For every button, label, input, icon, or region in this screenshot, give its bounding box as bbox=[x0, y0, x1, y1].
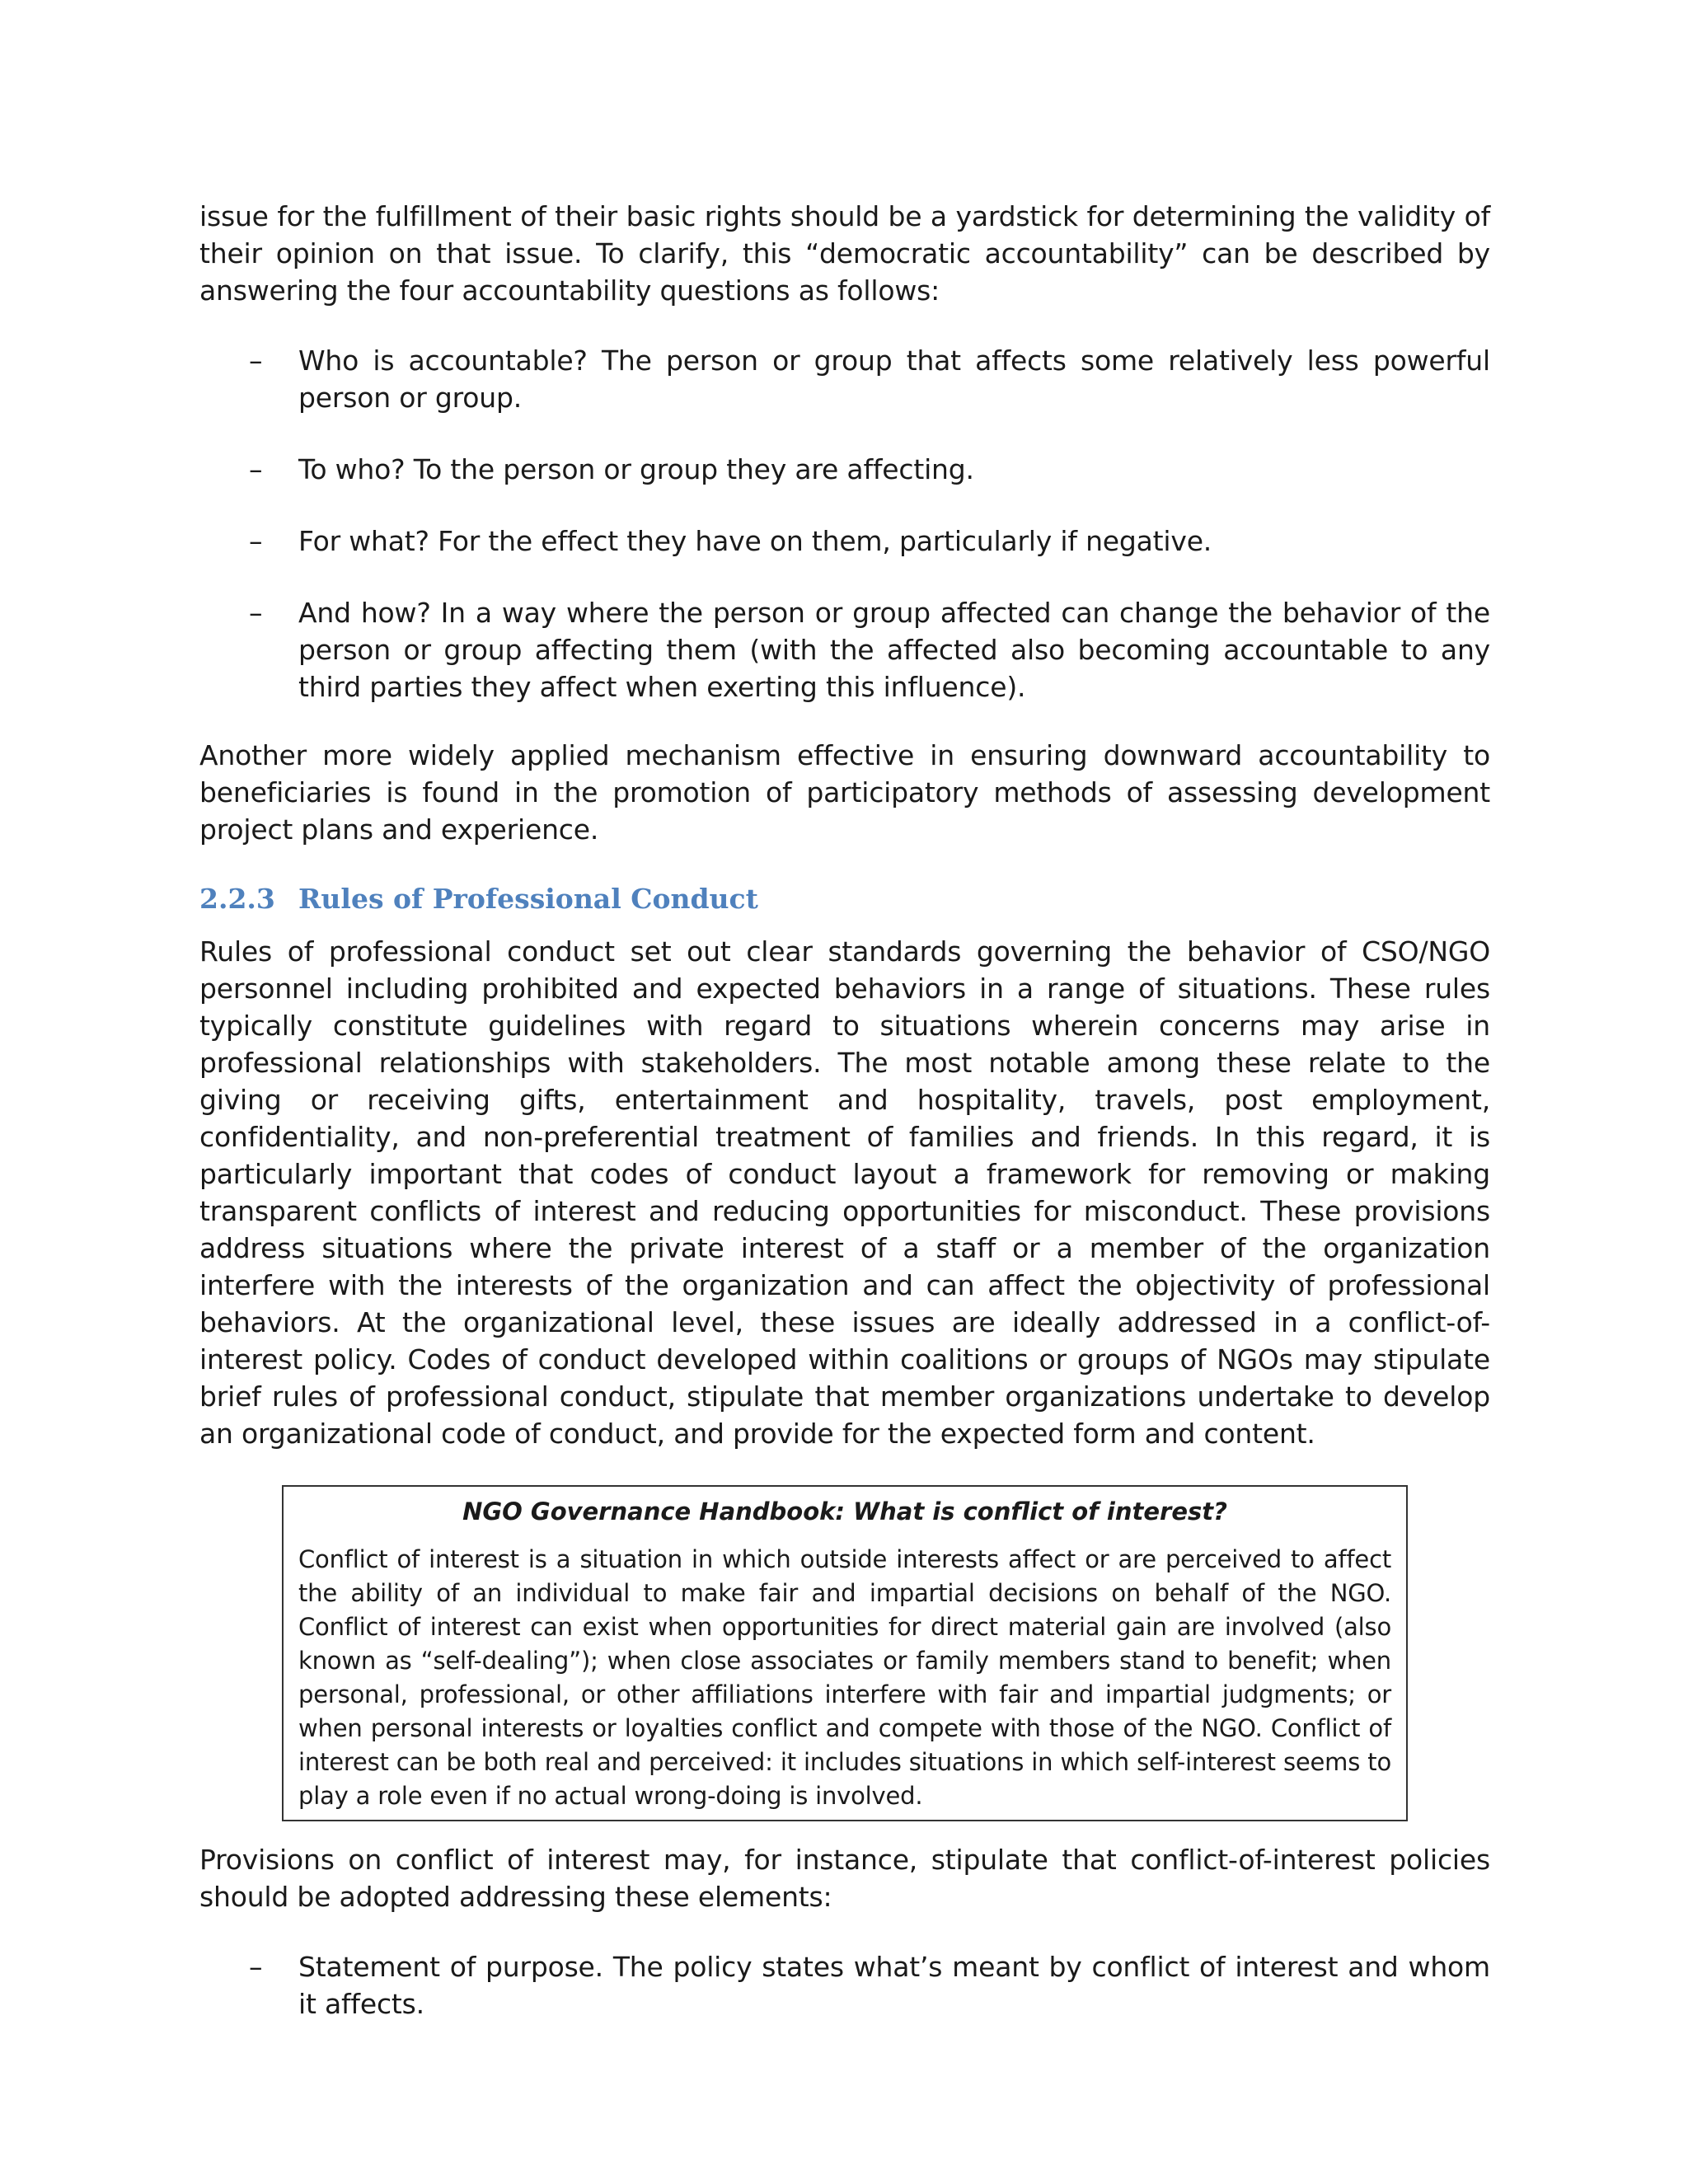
list-item-text: For what? For the effect they have on them, particularly if negative. bbox=[298, 525, 1212, 557]
box-text: Conflict of interest is a situation in which outside interests affect or are perceived to affect the ability of an individual to make fair and impartial decisions on behalf of the NGO. Conflict of interest can exist when opportunities for direct material gain are involved (also known as “self-dealing”); when close associates or family members stand to benefit; when personal, professional, or other affiliations interfere with fair and impartial judgments; or when personal interests or loyalties conflict and compete with those of the NGO. Conflict of interest can be both real and perceived: it includes situations in which self-interest seems to play a role even if no actual wrong-doing is involved. bbox=[298, 1545, 1391, 1810]
box-title: NGO Governance Handbook: What is conflict of interest? bbox=[462, 1497, 1227, 1526]
section-heading bbox=[199, 883, 1490, 915]
section-number: 2.2.3 bbox=[199, 883, 275, 915]
rules-paragraph: Rules of professional conduct set out clear standards governing the behavior of CSO/NGO personnel including prohibited and expected behaviors in a range of situations. These rules typically constitute guidelines with regard to situations wherein concerns may arise in professional relationships with stakeholders. The most notable among these relate to the giving or receiving gifts, entertainment and hospitality, travels, post employment, confidentiality, and non-preferential treatment of families and friends. In this regard, it is particularly important that codes of conduct layout a framework for removing or making transparent conflicts of interest and reducing opportunities for misconduct. These provisions address situations where the private interest of a staff or a member of the organization interfere with the interests of the organization and can affect the objectivity of professional behaviors. At the organizational level, these issues are ideally addressed in a conflict-of-interest policy. Codes of conduct developed within coalitions or groups of NGOs may stipulate brief rules of professional conduct, stipulate that member organizations undertake to develop an organizational code of conduct, and provide for the expected form and content. bbox=[199, 935, 1490, 1450]
dash-bullet: – bbox=[249, 1951, 263, 1983]
dash-bullet: – bbox=[249, 597, 263, 629]
policy-elements-list bbox=[199, 1948, 1490, 2022]
mechanism-paragraph: Another more widely applied mechanism effective in ensuring downward accountability to beneficiaries is found in the promotion of participatory methods of assessing development project plans and experience. bbox=[199, 739, 1490, 846]
list-item bbox=[199, 523, 1490, 560]
list-item-text: To who? To the person or group they are affecting. bbox=[298, 453, 974, 485]
dash-bullet: – bbox=[249, 525, 263, 557]
list-item bbox=[199, 342, 1490, 416]
dash-bullet: – bbox=[249, 344, 263, 377]
list-item-text: Who is accountable? The person or group that affects some relatively less powerful person or group. bbox=[298, 344, 1490, 414]
list-item-text: Statement of purpose. The policy states what’s meant by conflict of interest and whom it affects. bbox=[298, 1951, 1490, 2020]
list-item bbox=[199, 1948, 1490, 2022]
intro-paragraph: issue for the fulfillment of their basic rights should be a yardstick for determining the validity of their opinion on that issue. To clarify, this “democratic accountability” can be described by answering the four accountability questions as follows: bbox=[199, 200, 1490, 307]
accountability-questions-list bbox=[199, 342, 1490, 705]
list-item bbox=[199, 594, 1490, 705]
provisions-paragraph: Provisions on conflict of interest may, for instance, stipulate that conflict-of-interest policies should be adopted addressing these elements: bbox=[199, 1844, 1490, 1913]
list-item bbox=[199, 451, 1490, 488]
list-item-text: And how? In a way where the person or group affected can change the behavior of the person or group affecting them (with the affected also becoming accountable to any third parties they affect when exerting this influence). bbox=[298, 597, 1490, 703]
document-page bbox=[199, 198, 1490, 2057]
dash-bullet: – bbox=[249, 453, 263, 485]
section-title: Rules of Professional Conduct bbox=[298, 883, 758, 915]
conflict-of-interest-box bbox=[282, 1485, 1408, 1821]
